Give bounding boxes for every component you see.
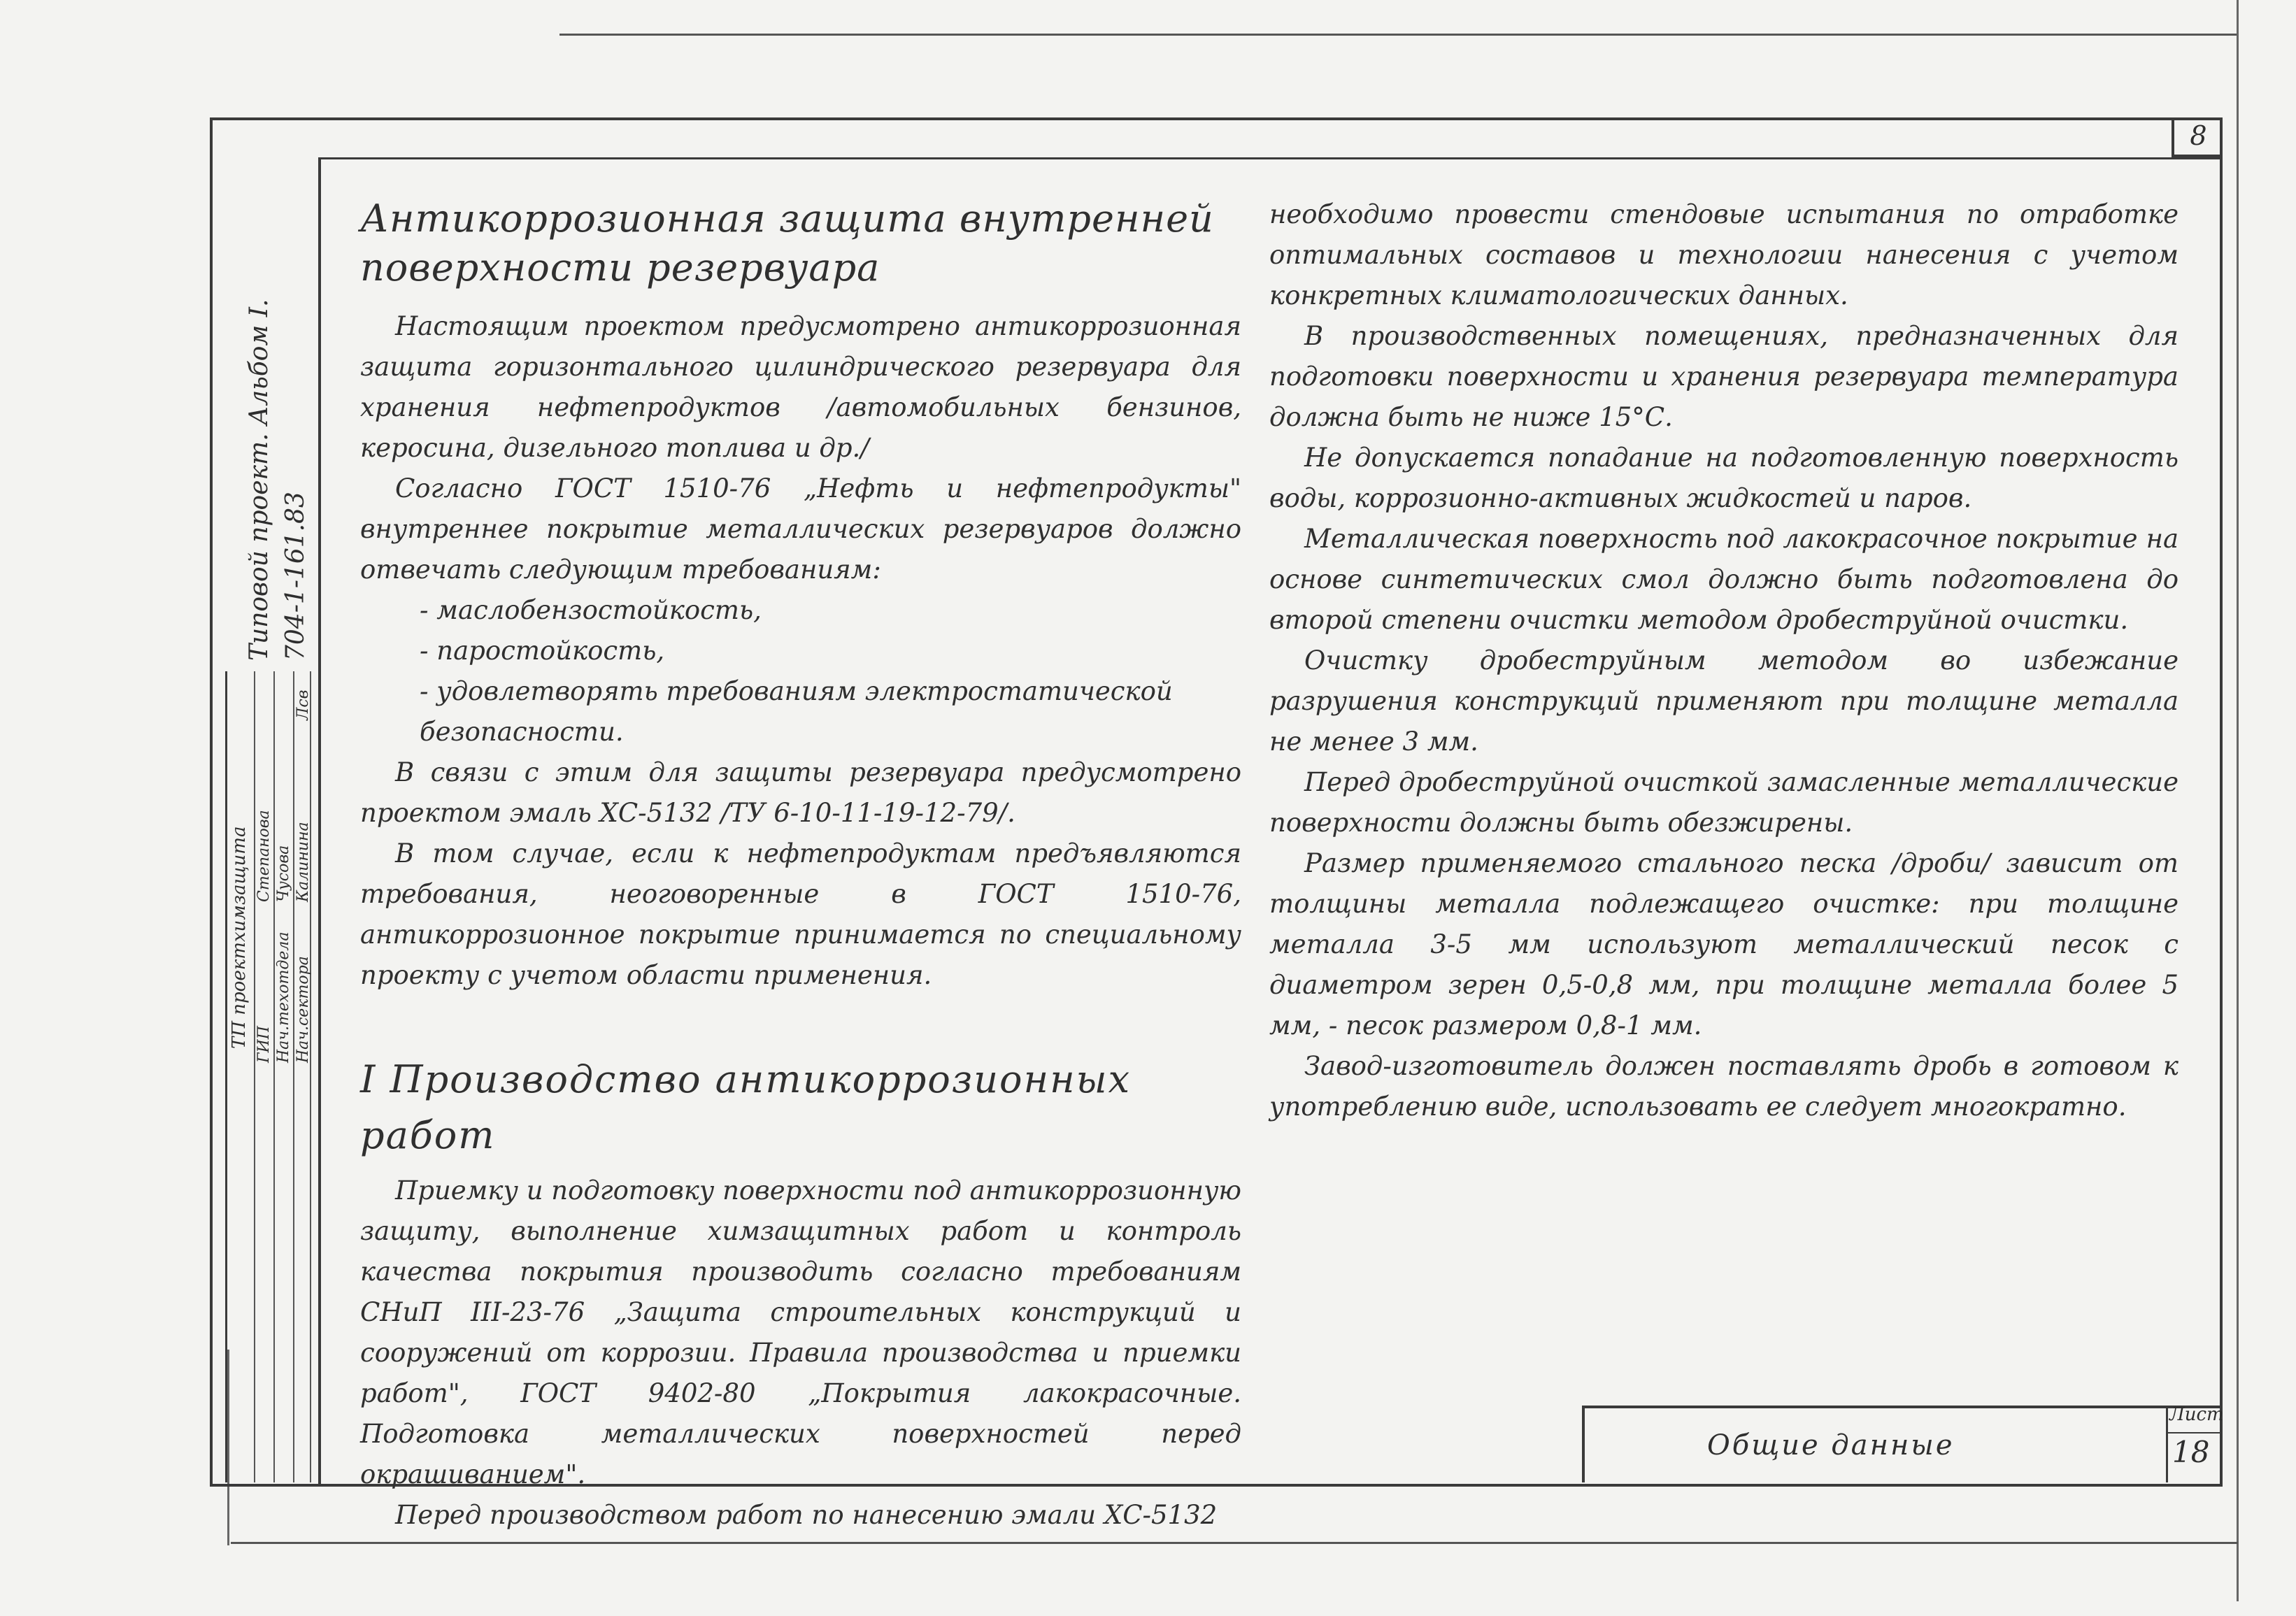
paragraph: Очистку дробеструйным методом во избежание разрушения конструкций применяют при толщине металла не менее 3 мм. — [1269, 645, 2179, 757]
stamp-title: Общие данные — [1707, 1429, 1955, 1461]
paragraph: Согласно ГОСТ 1510-76 „Нефть и нефтепродукты" внутреннее покрытие металлических резервуаров должно отвечать следующим требованиям: — [360, 473, 1241, 585]
grid-line — [293, 671, 294, 1482]
side-row-label: ГИП — [255, 1026, 273, 1063]
section-heading: I Производство антикоррозионных работ — [360, 1057, 1132, 1157]
grid-line — [254, 671, 255, 1482]
stamp-sheet-cell — [2166, 1404, 2224, 1482]
side-signature-grid — [225, 671, 311, 1482]
paragraph: Не допускается попадание на подготовленную поверхность воды, коррозионно-активных жидкостей и паров. — [1269, 443, 2179, 513]
paragraph: необходимо провести стендовые испытания по отработке оптимальных составов и технологии нанесения с учетом конкретных климатологических данных. — [1269, 199, 2179, 310]
side-row-label: Нач.сектора — [294, 956, 312, 1063]
list-item: - удовлетворять требованиям электростатической безопасности. — [420, 676, 1173, 747]
outer-border-top — [559, 34, 2238, 36]
side-row-label: Нач.техотдела — [275, 931, 292, 1063]
document-title: Антикоррозионная защита внутренней поверхности резервуара — [360, 196, 1214, 289]
list-item: - маслобензостойкость, — [420, 595, 762, 625]
paragraph: В том случае, если к нефтепродуктам предъявляются требования, неоговоренные в ГОСТ 1510-76, антикоррозионное покрытие принимается по специальному проекту с учетом области применения. — [360, 838, 1241, 990]
paragraph: Размер применяемого стального песка /дроби/ зависит от толщины металла подлежащего очистке: при толщине металла 3-5 мм используют металлический песок с диаметром зерен 0,5-0,8 мм, при толщине металла более 5 мм, - песок размером 0,8-1 мм. — [1269, 848, 2179, 1041]
page-number: 8 — [2172, 117, 2223, 157]
grid-line — [273, 671, 275, 1482]
list-item: - паростойкость, — [420, 636, 665, 666]
outer-border-bottom — [231, 1542, 2238, 1544]
side-project-code: 704-1-161.83 — [281, 492, 310, 661]
paragraph: Настоящим проектом предусмотрено антикоррозионная защита горизонтального цилиндрического резервуара для хранения нефтепродуктов /автомобильных бензинов, керосина, дизельного топлива и др./ — [360, 311, 1241, 463]
side-name: Чусова — [275, 845, 292, 902]
paragraph: Приемку и подготовку поверхности под антикоррозионную защиту, выполнение химзащитных работ и контроль качества покрытия производить согласно требованиям СНиП III-23-76 „Защита строительных конструкций и сооружений от коррозии. Правила производства и приемки работ", ГОСТ 9402-80 „Покрытия лакокрасочные. Подготовка металлических поверхностей перед окрашиванием". — [360, 1175, 1241, 1489]
paragraph: Перед дробеструйной очисткой замасленные металлические поверхности должны быть обезжирены. — [1269, 767, 2179, 838]
paragraph: Перед производством работ по нанесению эмали ХС-5132 — [395, 1500, 1218, 1530]
paragraph: В связи с этим для защиты резервуара предусмотрено проектом эмаль ХС-5132 /ТУ 6-10-11-19-12-79/. — [360, 757, 1241, 828]
outer-border-right — [2237, 0, 2239, 1601]
side-signature: Лсв — [294, 689, 312, 720]
paragraph: В производственных помещениях, предназначенных для подготовки поверхности и хранения резервуара температура должна быть не ниже 15°С. — [1269, 321, 2179, 432]
stamp-sheet-label: Лист — [2169, 1404, 2224, 1425]
side-name: Калинина — [294, 822, 312, 902]
paragraph: Завод-изготовитель должен поставлять дробь в готовом к употреблению виде, использовать ее следует многократно. — [1269, 1051, 2179, 1122]
requirements-list — [360, 590, 1241, 752]
paragraph: Металлическая поверхность под лакокрасочное покрытие на основе синтетических смол должно быть подготовлена до второй степени очистки методом дробеструйной очистки. — [1269, 524, 2179, 635]
side-name: Степанова — [255, 810, 273, 902]
side-project-label: Типовой проект. Альбом I. — [245, 299, 273, 661]
divider — [2168, 1432, 2222, 1433]
stamp-sheet-number: 18 — [2172, 1435, 2210, 1469]
side-org-label: ТП проектхимзащита — [229, 826, 250, 1049]
grid-line — [310, 671, 311, 1482]
right-column — [1269, 194, 2179, 1127]
left-column — [360, 194, 1241, 1536]
title-stamp — [1582, 1406, 2222, 1482]
